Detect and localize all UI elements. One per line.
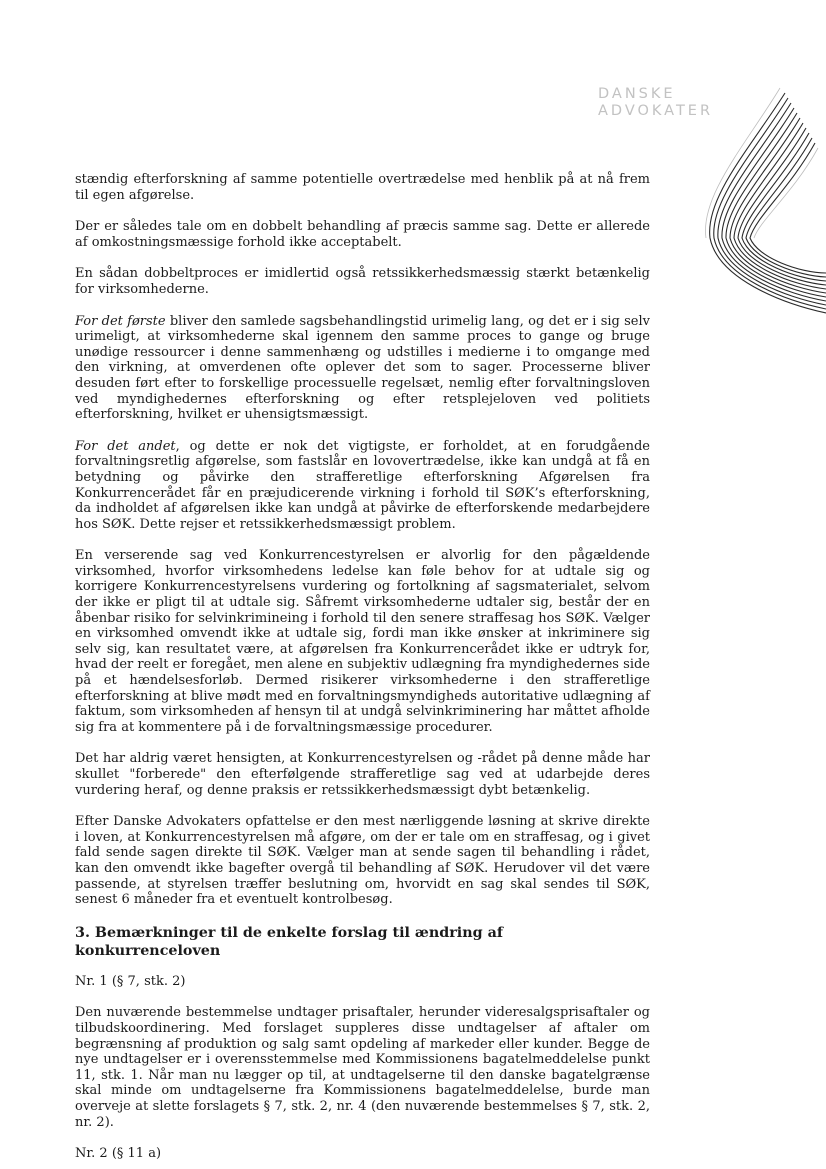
paragraph: En sådan dobbeltproces er imidlertid også retssikkerhedsmæssig stærkt betænkelig for virksomhederne.	[75, 266, 650, 297]
main-text	[75, 172, 650, 1162]
paragraph: Den nuværende bestemmelse undtager prisaftaler, herunder videresalgsprisaftaler og tilbudskoordinering. Med forslaget suppleres disse undtagelser af aftaler om begrænsning af produktion og salg samt opdeling af markeder eller kunder. Begge de nye undtagelser er i overensstemmelse med Kommissionens bagatelmeddelelse punkt 11, stk. 1. Når man nu lægger op til, at undtagelserne til den danske bagatelgrænse skal minde om undtagelserne fra Kommissionens bagatelmeddelelse, burde man overveje at slette forslagets § 7, stk. 2, nr. 4 (den nuværende bestemmelses § 7, stk. 2, nr. 2).	[75, 1005, 650, 1130]
section-heading: 3. Bemærkninger til de enkelte forslag til ændring af konkurrenceloven	[75, 924, 503, 959]
subsection-label: Nr. 1 (§ 7, stk. 2)	[75, 973, 186, 989]
paragraph: stændig efterforskning af samme potentielle overtrædelse med henblik på at nå frem til egen afgørelse.	[75, 172, 650, 203]
paragraph: Der er således tale om en dobbelt behandling af præcis samme sag. Dette er allerede af omkostningsmæssige forhold ikke acceptabelt.	[75, 219, 650, 250]
paragraph-body: , og dette er nok det vigtigste, er forholdet, at en forudgående forvaltningsretlig afgørelse, som fastslår en lovovertrædelse, ikke kan undgå at få en betydning og påvirke den strafferetlige efterforskning Afgørelsen fra Konkurrencerådet får en præjudicerende virkning i forhold til SØK’s efterforskning, da indholdet af afgørelsen ikke kan undgå at påvirke de efterforskende medarbejdere hos SØK. Dette rejser et retssikkerhedsmæssigt problem.	[75, 438, 650, 532]
paragraph	[75, 314, 650, 423]
emphasis-lead: For det andet	[75, 438, 176, 454]
logo-line-1: DANSKE	[598, 86, 676, 102]
emphasis-lead: For det første	[75, 313, 166, 329]
subsection-label: Nr. 2 (§ 11 a)	[75, 1146, 162, 1162]
logo-line-2: ADVOKATER	[598, 103, 714, 119]
paragraph-body: bliver den samlede sagsbehandlingstid urimelig lang, og det er i sig selv urimeligt, at virksomhederne skal igennem den samme proces to gange og bruge unødige ressourcer i denne sammenhæng og udstilles i medierne i to omgange med den virkning, at omverdenen ofte oplever det som to sager. Processerne bliver desuden ført efter to forskellige processuelle regelsæt, nemlig efter forvaltningsloven ved myndighedernes efterforskning og efter retsplejeloven ved politiets efterforskning, hvilket er uhensigtsmæssigt.	[75, 313, 650, 423]
paragraph: Det har aldrig været hensigten, at Konkurrencestyrelsen og -rådet på denne måde har skullet "forberede" den efterfølgende strafferetlige sag ved at udarbejde deres vurdering heraf, og denne praksis er retssikkerhedsmæssigt dybt betænkelig.	[75, 751, 650, 798]
paragraph: En verserende sag ved Konkurrencestyrelsen er alvorlig for den pågældende virksomhed, hvorfor virksomhedens ledelse kan føle behov for at udtale sig og korrigere Konkurrencestyrelsens vurdering og fortolkning af sagsmaterialet, selvom der ikke er pligt til at udtale sig. Såfremt virksomhederne udtaler sig, består der en åbenbar risiko for selvinkrimineing i forhold til den senere straffesag hos SØK. Vælger en virksomhed omvendt ikke at udtale sig, fordi man ikke ønsker at inkriminere sig selv sig, kan resultatet være, at afgørelsen fra Konkurrencerådet ikke er udtryk for, hvad der reelt er foregået, men alene en subjektiv udlægning fra myndighedernes side på et hændelsesforløb. Dermed risikerer virksomhederne i den strafferetlige efterforskning at blive mødt med en forvaltningsmyndigheds autoritative udlægning af faktum, som virksomheden af hensyn til at undgå selvinkriminering har måttet afholde sig fra at kommentere på i de forvaltningsmæssige procedurer.	[75, 548, 650, 735]
paragraph: Efter Danske Advokaters opfattelse er den mest nærliggende løsning at skrive direkte i loven, at Konkurrencestyrelsen må afgøre, om der er tale om en straffesag, og i givet fald sende sagen direkte til SØK. Vælger man at sende sagen til behandling i rådet, kan den omvendt ikke bagefter overgå til behandling af SØK. Herudover vil det være passende, at styrelsen træffer beslutning om, hvorvidt en sag skal sendes til SØK, senest 6 måneder fra et eventuelt kontrolbesøg.	[75, 814, 650, 908]
paragraph	[75, 439, 650, 533]
logo-swoosh-icon	[680, 78, 826, 323]
